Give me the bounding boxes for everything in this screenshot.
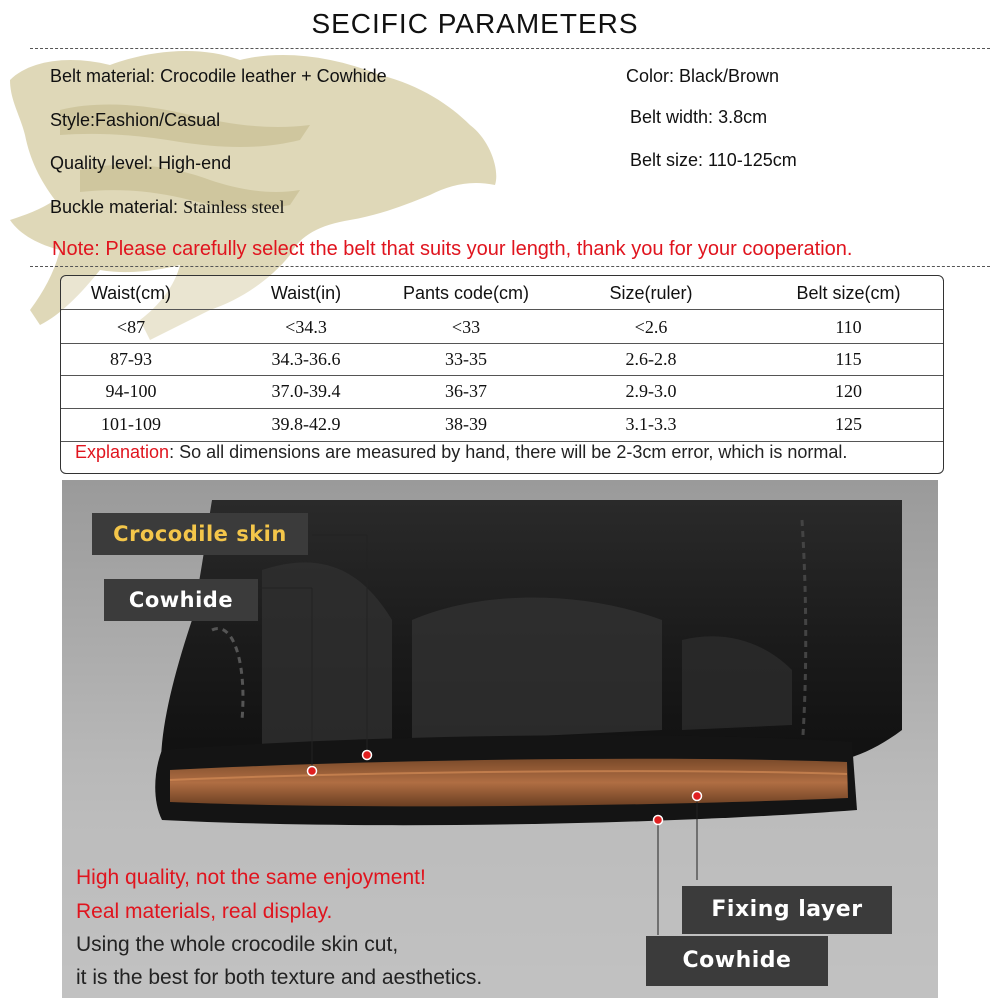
param-value: Fashion/Casual [95,110,221,130]
param-style [50,110,220,131]
note-text: Note: Please carefully select the belt that suits your length, thank you for your cooperation. [52,238,853,260]
param-value: Black/Brown [679,66,780,86]
param-key: Belt material [50,66,151,86]
table-cell: 38-39 [445,414,487,434]
caption-line-1: High quality, not the same enjoyment! [76,866,426,889]
note-divider [30,266,990,267]
param-sep: : [173,197,184,217]
table-header-cell: Waist(cm) [90,283,172,303]
param-key: Style [50,110,91,130]
label-fixing-layer: Fixing layer [682,886,892,934]
table-row [61,343,943,376]
page-title: SECIFIC PARAMETERS [311,8,639,39]
explanation-text [75,442,847,463]
table-cell: <87 [116,317,146,337]
table-cell: 101-109 [101,414,161,434]
table-divider [61,309,943,310]
param-sep: : [669,66,680,86]
param-value: 110-125cm [708,150,797,170]
title-divider [30,48,990,49]
param-sep: : [708,107,719,127]
table-cell: 115 [835,349,862,369]
table-cell: 120 [835,381,862,401]
param-sep: : [148,153,159,173]
table-cell: <2.6 [634,317,668,337]
param-key: Color [626,66,670,86]
param-belt-size [630,150,797,171]
param-key: Belt width [630,107,709,127]
param-buckle-material [50,197,285,218]
param-value: Crocodile leather + Cowhide [160,66,387,86]
table-cell: 2.9-3.0 [625,381,677,401]
table-header-cell: Waist(in) [270,283,342,303]
table-cell: 37.0-39.4 [271,381,341,401]
param-value: Stainless steel [183,197,285,217]
table-cell: <34.3 [285,317,327,337]
param-key: Buckle material [50,197,174,217]
param-quality-level [50,153,231,174]
table-header-cell: Belt size(cm) [796,283,901,303]
param-color [626,66,779,87]
param-sep: : [90,110,96,130]
table-cell: 3.1-3.3 [625,414,677,434]
table-cell: <33 [451,317,481,337]
table-cell: 39.8-42.9 [271,414,341,434]
caption-line-2: Real materials, real display. [76,900,333,923]
table-header-cell: Size(ruler) [609,283,693,303]
param-key: Quality level [50,153,149,173]
table-cell: 34.3-36.6 [271,349,341,369]
param-sep: : [698,150,709,170]
param-value: 3.8cm [718,107,768,127]
table-header-row [61,277,943,310]
size-table [60,275,944,474]
param-key: Belt size [630,150,699,170]
label-cowhide-top: Cowhide [104,579,258,621]
explanation-label: Explanation [75,442,170,462]
explanation-body: : So all dimensions are measured by hand, there will be 2-3cm error, which is normal. [169,442,848,462]
table-row [61,375,943,408]
param-belt-material [50,66,387,87]
table-row [61,408,943,441]
table-cell: 33-35 [445,349,487,369]
table-cell: 125 [835,414,862,434]
table-cell: 87-93 [110,349,152,369]
table-cell: 2.6-2.8 [625,349,677,369]
param-sep: : [150,66,161,86]
param-value: High-end [158,153,232,173]
table-header-cell: Pants code(cm) [402,283,530,303]
caption-line-4: it is the best for both texture and aesthetics. [76,966,483,989]
label-cowhide-bottom: Cowhide [646,936,828,986]
param-belt-width [630,107,767,128]
table-cell: 110 [835,317,862,337]
table-cell: 94-100 [105,381,157,401]
label-crocodile-skin: Crocodile skin [92,513,308,555]
caption-line-3: Using the whole crocodile skin cut, [76,933,399,956]
table-row [61,311,943,344]
table-cell: 36-37 [445,381,487,401]
